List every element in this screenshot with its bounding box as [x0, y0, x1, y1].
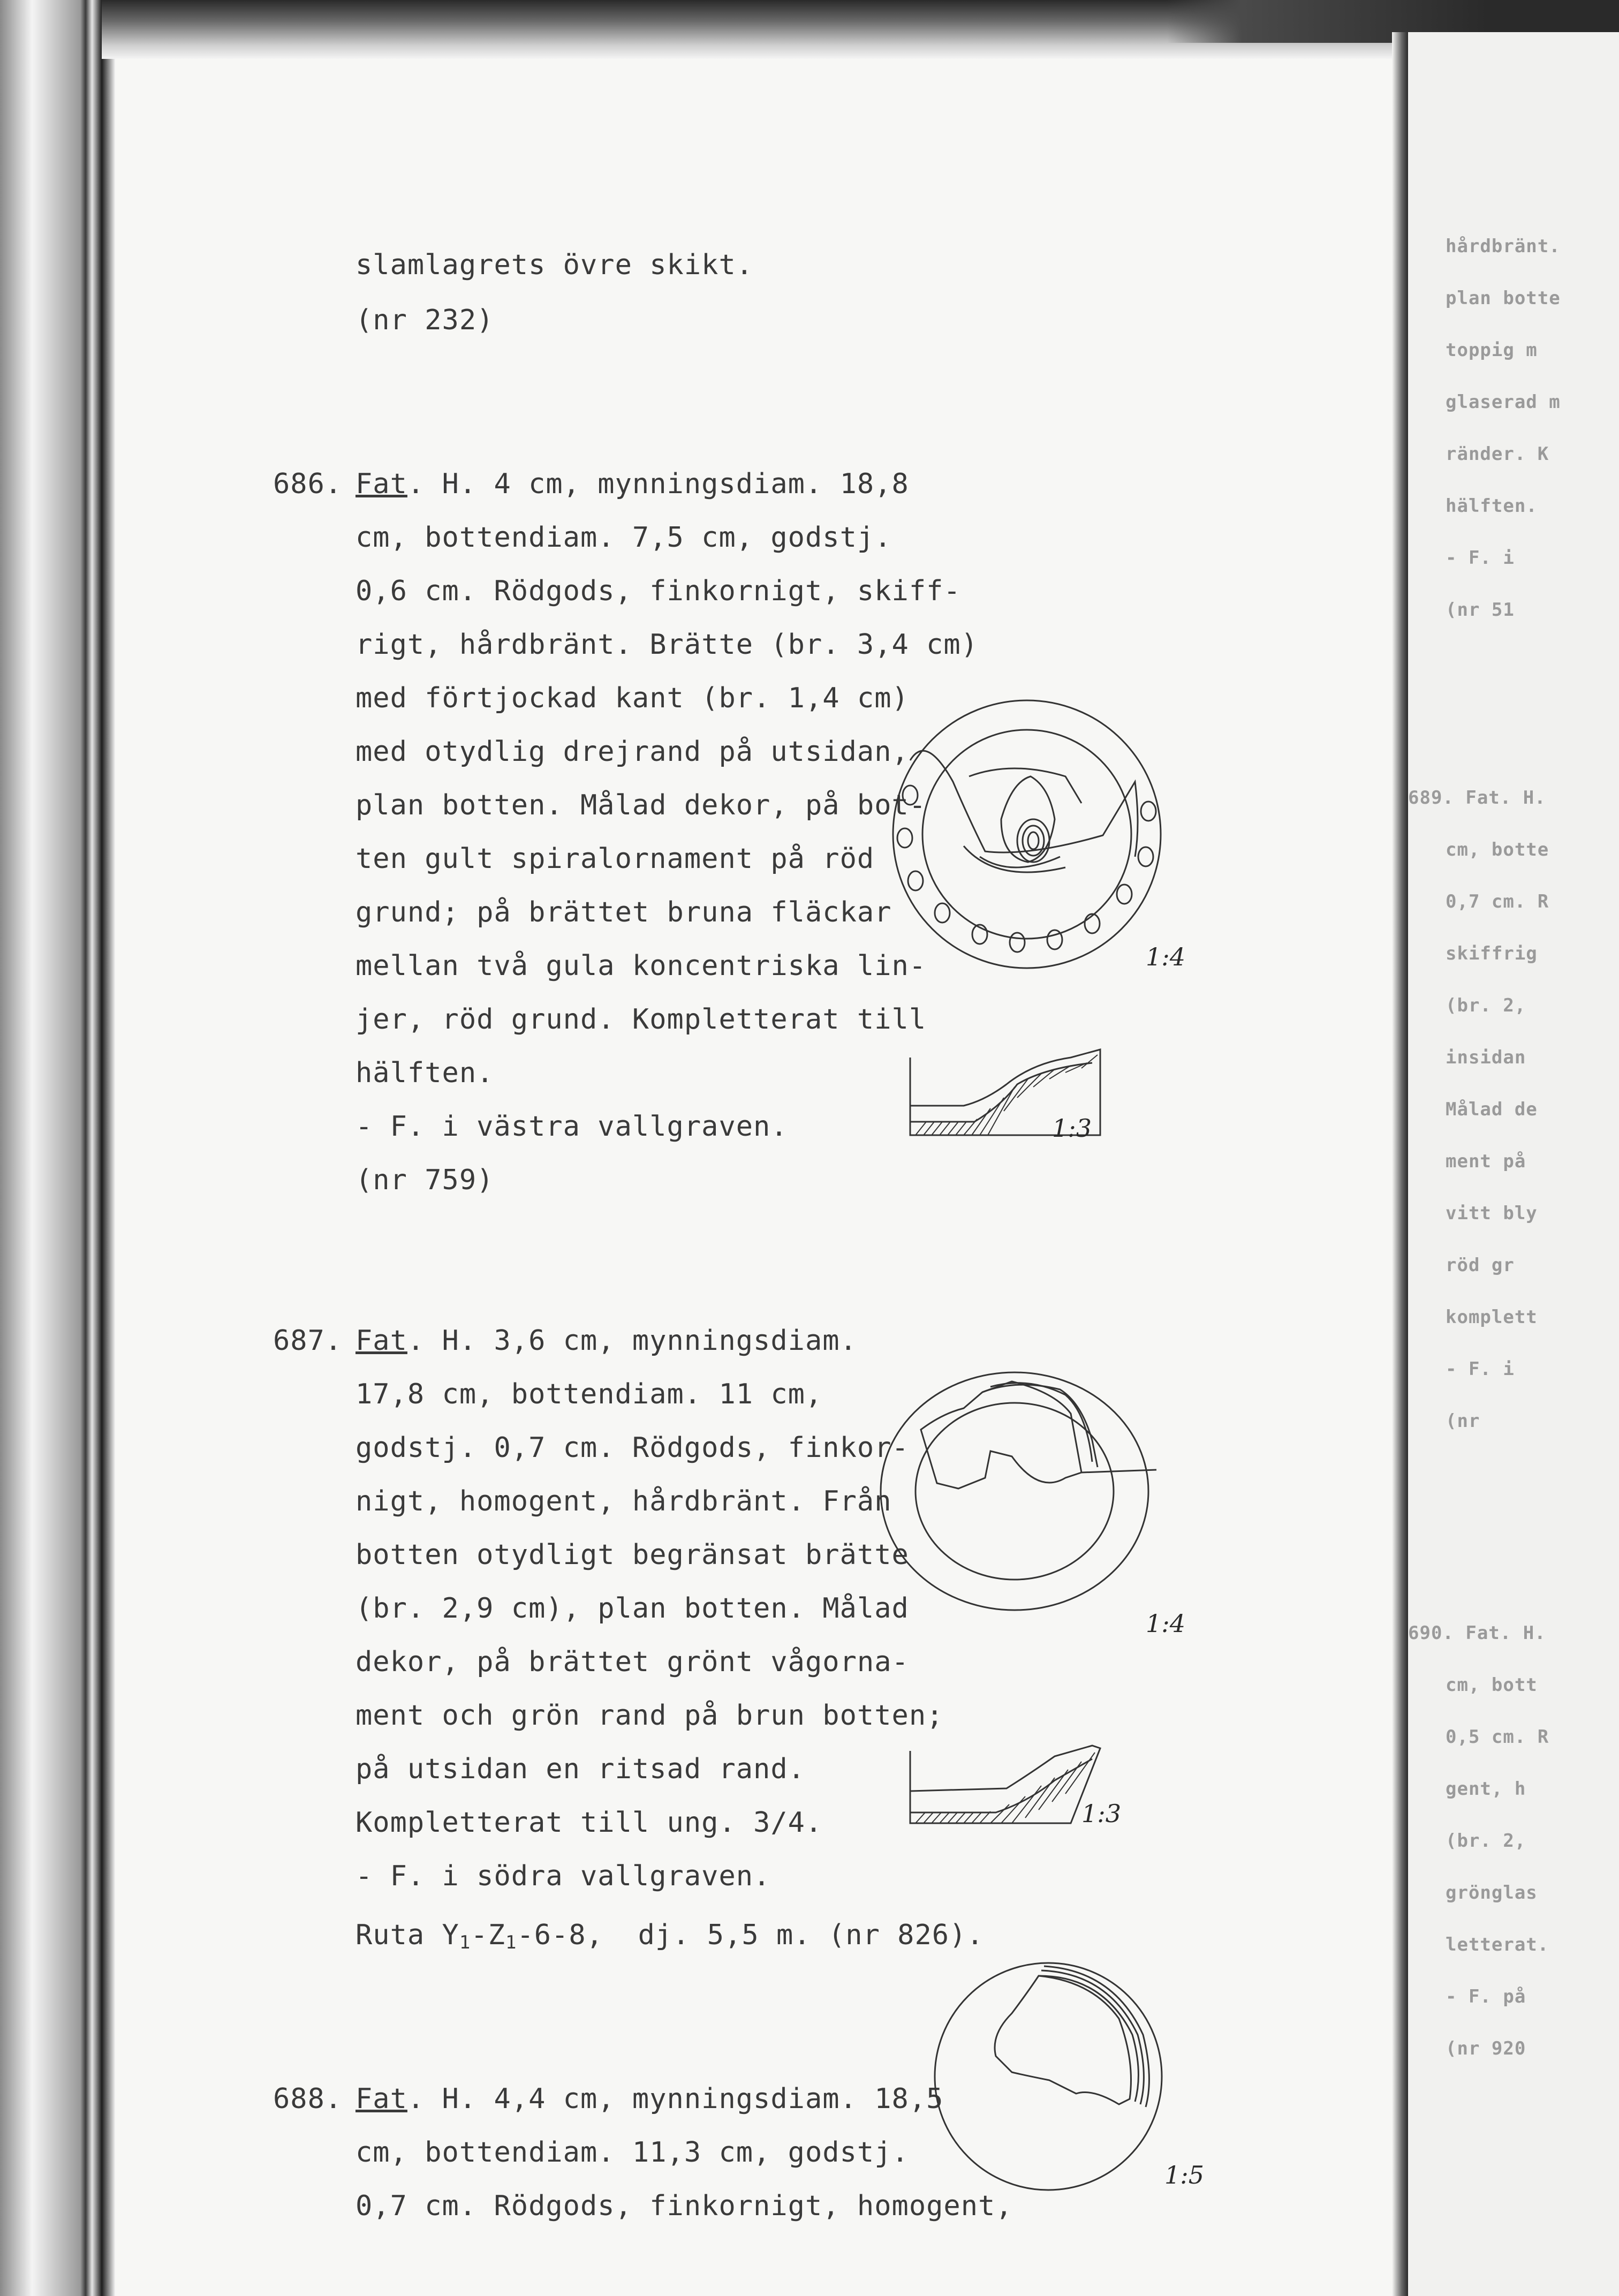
profile-drawing-687 [910, 1743, 1103, 1829]
text-line: med otydlig drejrand på utsidan, [355, 736, 909, 768]
bleed-text-line: hårdbränt. [1446, 236, 1561, 257]
bleed-text-line: - F. på [1446, 1986, 1526, 2007]
bleed-text-line: gent, h [1446, 1778, 1526, 1800]
text-line: slamlagrets övre skikt. [355, 249, 754, 281]
bleed-text-line: Målad de [1446, 1099, 1538, 1120]
scale-label: 1:4 [1146, 942, 1186, 971]
ruta-suffix: -6-8, dj. 5,5 m. (nr 826). [517, 1919, 984, 1951]
entry-first-line [355, 1325, 857, 1357]
plate-drawing-687 [878, 1371, 1156, 1617]
bleed-text-line: - F. i [1446, 1358, 1515, 1380]
bleed-text-line: (nr 51 [1446, 599, 1515, 621]
text-line: cm, bottendiam. 11,3 cm, godstj. [355, 2136, 909, 2169]
scale-label: 1:3 [1081, 1799, 1122, 1828]
text-line: grund; på brättet bruna fläckar [355, 896, 892, 928]
bleed-text-line: skiffrig [1446, 943, 1538, 964]
text-line: 0,7 cm. Rödgods, finkornigt, homogent, [355, 2190, 1013, 2222]
bleed-text-line: glaserad m [1446, 391, 1561, 413]
text-line: godstj. 0,7 cm. Rödgods, finkor- [355, 1432, 909, 1464]
bleed-text-line: - F. i [1446, 547, 1515, 569]
bleed-text-line: ment på [1446, 1151, 1526, 1172]
bleed-text-line: plan botte [1446, 288, 1561, 309]
text-line: 0,6 cm. Rödgods, finkornigt, skiff- [355, 575, 961, 607]
entry-title: Fat [355, 1325, 407, 1357]
bleed-text-line: (br. 2, [1446, 1830, 1526, 1852]
entry-number: 687. [273, 1325, 343, 1357]
text-line: (nr 232) [355, 304, 494, 336]
entry-first-line [355, 468, 909, 500]
text-line: 17,8 cm, bottendiam. 11 cm, [355, 1378, 823, 1410]
page-edge-shadow [1392, 32, 1408, 2296]
entry-first-line [355, 2083, 943, 2115]
bleed-text-line: (nr 920 [1446, 2038, 1526, 2059]
bleed-text-line: letterat. [1446, 1934, 1549, 1955]
ruta-line [355, 1919, 984, 1959]
bleed-text-line: grönglas [1446, 1882, 1538, 1904]
text-line: nigt, homogent, hårdbränt. Från [355, 1485, 892, 1517]
entry-number: 688. [273, 2083, 343, 2115]
text-line: med förtjockad kant (br. 1,4 cm) [355, 682, 909, 714]
ruta-prefix: Ruta Y [355, 1919, 459, 1951]
bleed-text-line: toppig m [1446, 339, 1538, 361]
text-line: (nr 759) [355, 1164, 494, 1196]
text-line: - F. i västra vallgraven. [355, 1111, 788, 1143]
text-line: Kompletterat till ung. 3/4. [355, 1807, 823, 1839]
book-binding [0, 0, 128, 2296]
ruta-sub: 1 [505, 1932, 517, 1953]
text-line: (br. 2,9 cm), plan botten. Målad [355, 1592, 909, 1625]
ruta-mid: -Z [471, 1919, 505, 1951]
text-line: ten gult spiralornament på röd [355, 843, 875, 875]
bleed-text-line: 690. Fat. H. [1408, 1622, 1546, 1644]
bleed-text-line: röd gr [1446, 1255, 1515, 1276]
entry-first-rest: . H. 4,4 cm, mynningsdiam. 18,5 [407, 2083, 944, 2115]
bleed-text-line: cm, bott [1446, 1674, 1538, 1696]
entry-number: 686. [273, 468, 343, 500]
text-line: hälften. [355, 1057, 494, 1089]
plate-drawing-686 [889, 696, 1167, 975]
entry-title: Fat [355, 468, 407, 500]
bleed-text-line: 0,5 cm. R [1446, 1726, 1549, 1748]
bleed-text-line: (nr [1446, 1410, 1480, 1432]
text-line: dekor, på brättet grönt vågorna- [355, 1646, 909, 1678]
text-line: plan botten. Målad dekor, på bot- [355, 789, 927, 821]
bleed-text-line: cm, botte [1446, 839, 1549, 860]
paper-sheet [115, 51, 1421, 2296]
text-line: cm, bottendiam. 7,5 cm, godstj. [355, 522, 892, 554]
text-line: - F. i södra vallgraven. [355, 1860, 771, 1892]
bleed-text-line: (br. 2, [1446, 995, 1526, 1016]
entry-first-rest: . H. 3,6 cm, mynningsdiam. [407, 1325, 857, 1357]
entry-first-rest: . H. 4 cm, mynningsdiam. 18,8 [407, 468, 909, 500]
scale-label: 1:5 [1164, 2161, 1205, 2189]
bleed-text-line: 689. Fat. H. [1408, 787, 1546, 809]
bleed-text-line: hälften. [1446, 495, 1538, 517]
text-line: på utsidan en ritsad rand. [355, 1753, 805, 1785]
entry-title: Fat [355, 2083, 407, 2115]
scale-label: 1:4 [1146, 1609, 1186, 1638]
bleed-text-line: ränder. K [1446, 443, 1549, 465]
text-line: jer, röd grund. Kompletterat till [355, 1003, 927, 1036]
bleed-text-line: vitt bly [1446, 1203, 1538, 1224]
plate-drawing-688 [932, 1960, 1172, 2201]
text-line: botten otydligt begränsat brätte [355, 1539, 909, 1571]
ruta-sub: 1 [459, 1932, 471, 1953]
bleed-text-line: insidan [1446, 1047, 1526, 1068]
text-line: ment och grön rand på brun botten; [355, 1700, 944, 1732]
scale-label: 1:3 [1052, 1114, 1092, 1143]
bleed-text-line: komplett [1446, 1306, 1538, 1328]
text-line: mellan två gula koncentriska lin- [355, 950, 927, 982]
bleed-text-line: 0,7 cm. R [1446, 891, 1549, 912]
text-line: rigt, hårdbränt. Brätte (br. 3,4 cm) [355, 629, 979, 661]
